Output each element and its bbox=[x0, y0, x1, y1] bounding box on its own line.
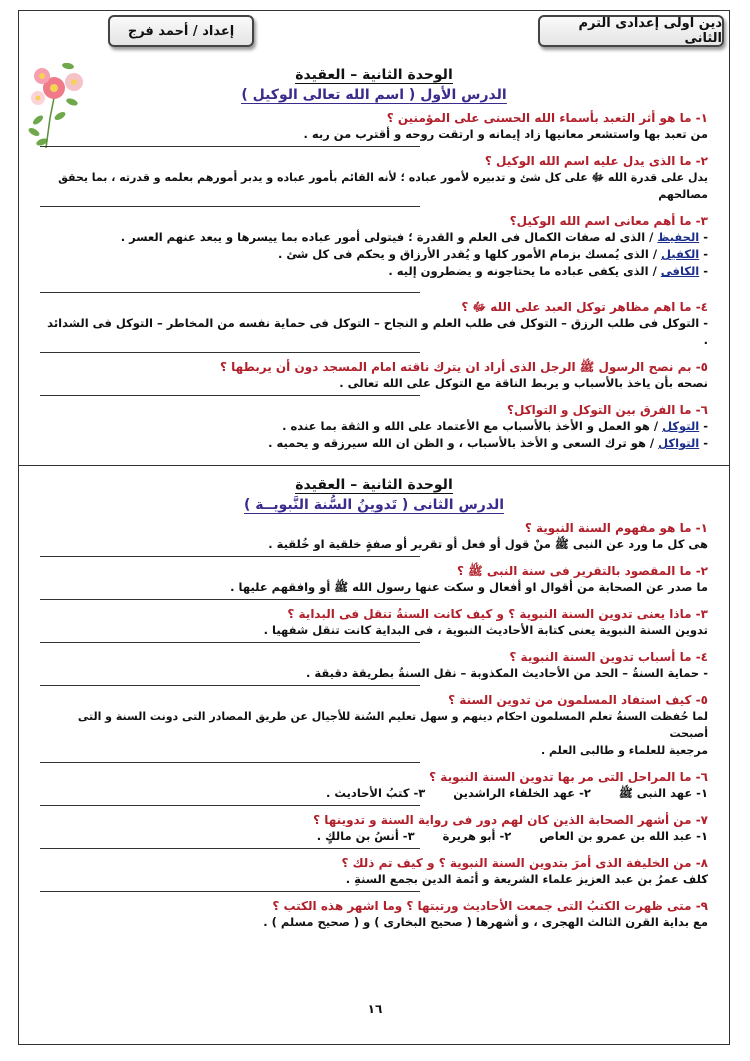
question-block bbox=[40, 520, 708, 557]
unit-heading: الوحدة الثانية – العقيدة bbox=[295, 67, 453, 83]
section-divider bbox=[18, 465, 730, 466]
question: ٥- بم نصح الرسول ﷺ الرجل الذى أراد ان يترك ناقته امام المسجد دون أن يربطها ؟ bbox=[220, 360, 708, 374]
term-definition: / هو ترك السعى و الأخذ بالأسباب ، و الظن ان الله سيرزقه و يحميه . bbox=[268, 436, 659, 450]
term-definition: / الذى يُمسك بزمام الأمور كلها و يُقدر الأرزاق و يحكم فى كل شئ . bbox=[278, 247, 662, 261]
question-block bbox=[40, 898, 708, 931]
answer: تدوين السنة النبوية يعنى كتابة الأحاديث النبوية ، فى البداية كانت تنقل شفهيا . bbox=[263, 623, 708, 637]
page-number: ١٦ bbox=[367, 1002, 383, 1016]
course-title: دين اولى إعدادى الترم الثانى bbox=[578, 16, 722, 46]
question-block bbox=[40, 812, 708, 849]
lesson-one-section bbox=[40, 66, 708, 454]
separator-line bbox=[40, 352, 420, 353]
separator-line bbox=[40, 891, 420, 892]
question-block bbox=[40, 769, 708, 806]
question: ٩- متى ظهرت الكتبُ التى جمعت الأحاديث ورتبتها ؟ وما اشهر هذه الكتب ؟ bbox=[272, 899, 708, 913]
lesson-title: الدرس الأول ( اسم الله تعالى الوكيل ) bbox=[241, 87, 507, 103]
question-block bbox=[40, 402, 708, 452]
author-box bbox=[108, 15, 254, 47]
question-block bbox=[40, 649, 708, 686]
question: ٥- كيف استفاد المسلمون من تدوين السنة ؟ bbox=[448, 693, 708, 707]
answer: مرجعية للعلماء و طالبى العلم . bbox=[540, 744, 708, 757]
question-block bbox=[40, 692, 708, 763]
question: ٨- من الخليفة الذى أمرَ بتدوين السنة النبوية ؟ و كيف تم ذلك ؟ bbox=[341, 856, 708, 870]
answer: ما صدر عن الصحابة من أقوال او أفعال و سكت عنها رسول الله ﷺ أو وافقهم عليها . bbox=[230, 580, 708, 594]
question-block bbox=[40, 359, 708, 396]
list-item: ٢- عهد الخلفاء الراشدين bbox=[453, 786, 591, 800]
question-block bbox=[40, 855, 708, 892]
question: ٢- ما المقصود بالتقرير فى سنة النبى ﷺ ؟ bbox=[457, 564, 708, 578]
question-block bbox=[40, 563, 708, 600]
term: التوكل bbox=[662, 419, 700, 433]
term-definition: / الذى له صفات الكمال فى العلم و القدرة ؛ فيتولى أمور عباده بما ييسرها و يبعد عنهم العسر . bbox=[120, 230, 658, 244]
term: الكفيل bbox=[661, 247, 700, 261]
question-block bbox=[40, 213, 708, 293]
unit-heading: الوحدة الثانية – العقيدة bbox=[295, 477, 453, 493]
answer-list bbox=[40, 785, 708, 802]
term-definition: / الذى يكفى عباده ما يحتاجونه و يضطرون إليه . bbox=[388, 264, 661, 278]
answer: - التوكل / هو العمل و الأخذ بالأسباب مع الأعتماد على الله و الثقة بما عنده . bbox=[282, 419, 708, 433]
question: ٦- ما الفرق بين التوكل و التواكل؟ bbox=[507, 403, 708, 417]
separator-line bbox=[40, 685, 420, 686]
separator-line bbox=[40, 292, 420, 293]
answer: يدل على قدرة الله ﷻ على كل شئ و تدبيره لأمور عباده ؛ لأنه القائم بأمور عباده و يدبر أمورهم بعلمه و قدرته ، بما يحقق مصالحهم bbox=[58, 171, 708, 201]
question: ٦- ما المراحل التى مر بها تدوين السنة النبوية ؟ bbox=[429, 770, 708, 784]
separator-line bbox=[40, 395, 420, 396]
question-block bbox=[40, 110, 708, 147]
separator-line bbox=[40, 206, 420, 207]
author-name: إعداد / أحمد فرج bbox=[127, 23, 235, 39]
separator-line bbox=[40, 848, 420, 849]
term: الكافى bbox=[660, 264, 700, 278]
answer: - حماية السنةُ – الحد من الأحاديث المكذوبة – نقل السنةُ بطريقة دقيقة . bbox=[306, 666, 708, 680]
question: ٤- ما اهم مظاهر توكل العبد على الله ﷻ ؟ bbox=[461, 300, 708, 314]
list-item: ٣- أنسُ بن مالكٍ . bbox=[316, 829, 415, 843]
separator-line bbox=[40, 805, 420, 806]
answer: هى كل ما ورد عن النبى ﷺ منْ قول أو فعل أو تقرير أو صفةٍ خلقية او خُلقية . bbox=[268, 537, 708, 551]
list-item: ٣- كتبُ الأحاديث . bbox=[326, 786, 426, 800]
question: ١- ما هو أثر التعبد بأسماء الله الحسنى على المؤمنين ؟ bbox=[386, 111, 708, 125]
answer-list bbox=[40, 828, 708, 845]
answer: - الحفيظ / الذى له صفات الكمال فى العلم و القدرة ؛ فيتولى أمور عباده بما ييسرها و يبعد عنهم العسر . bbox=[120, 230, 708, 244]
course-title-box bbox=[538, 15, 724, 47]
lesson-title: الدرس الثانى ( تَدوينُ السُّنة النَّبويــة ) bbox=[244, 497, 504, 513]
separator-line bbox=[40, 642, 420, 643]
question: ٧- من أشهر الصحابة الذين كان لهم دور فى رواية السنة و تدوينها ؟ bbox=[313, 813, 708, 827]
answer: - الكفيل / الذى يُمسك بزمام الأمور كلها و يُقدر الأرزاق و يحكم فى كل شئ . bbox=[278, 247, 708, 261]
question: ٣- ماذا يعنى تدوين السنة النبوية ؟ و كيف كانت السنةُ تنقل فى البداية ؟ bbox=[287, 607, 708, 621]
question: ٤- ما أسباب تدوين السنة النبوية ؟ bbox=[509, 650, 708, 664]
separator-line bbox=[40, 599, 420, 600]
answer: نصحه بأن ياخذ بالأسباب و يربط الناقة مع التوكل على الله تعالى . bbox=[339, 376, 708, 390]
answer: - التوكل فى طلب الرزق – التوكل فى طلب العلم و النجاح – التوكل فى حماية نفسه من المخاطر – التوكل فى الشدائد . bbox=[47, 316, 708, 347]
lesson-two-section bbox=[40, 476, 708, 933]
question: ١- ما هو مفهوم السنة النبوية ؟ bbox=[524, 521, 708, 535]
list-item: ٢- أبو هريرة bbox=[442, 829, 512, 843]
separator-line bbox=[40, 762, 420, 763]
separator-line bbox=[40, 146, 420, 147]
answer: - الكافى / الذى يكفى عباده ما يحتاجونه و يضطرون إليه . bbox=[388, 264, 708, 278]
question-block bbox=[40, 299, 708, 353]
separator-line bbox=[40, 556, 420, 557]
term-definition: / هو العمل و الأخذ بالأسباب مع الأعتماد على الله و الثقة بما عنده . bbox=[282, 419, 663, 433]
question: ٣- ما أهم معانى اسم الله الوكيل؟ bbox=[509, 214, 708, 228]
term: الحفيظ bbox=[657, 230, 700, 244]
list-item: ١- عبد الله بن عمرو بن العاص bbox=[539, 829, 708, 843]
list-item: ١- عهد النبى ﷺ bbox=[618, 786, 708, 800]
term: التواكل bbox=[658, 436, 700, 450]
question: ٢- ما الذى يدل عليه اسم الله الوكيل ؟ bbox=[484, 154, 708, 168]
answer: من تعبد بها واستشعر معانيها زاد إيمانه و ارتقت روحه و أقترب من ربه . bbox=[303, 127, 708, 141]
answer: لما حُفظت السنةُ تعلم المسلمون احكام دينهم و سهل تعليم السُنة للأجيال عن طريق المصادر التى دونت السنة و التى أصبحت bbox=[77, 710, 708, 740]
answer: كلف عمرُ بن عبد العزيز علماء الشريعة و أئمة الدين بجمع السنةِ . bbox=[345, 872, 708, 886]
question-block bbox=[40, 606, 708, 643]
answer: مع بداية القرن الثالث الهجرى ، و أشهرها ( صحيح البخارى ) و ( صحيح مسلم ) . bbox=[263, 915, 708, 929]
question-block bbox=[40, 153, 708, 207]
answer: - التواكل / هو ترك السعى و الأخذ بالأسباب ، و الظن ان الله سيرزقه و يحميه . bbox=[268, 436, 708, 450]
